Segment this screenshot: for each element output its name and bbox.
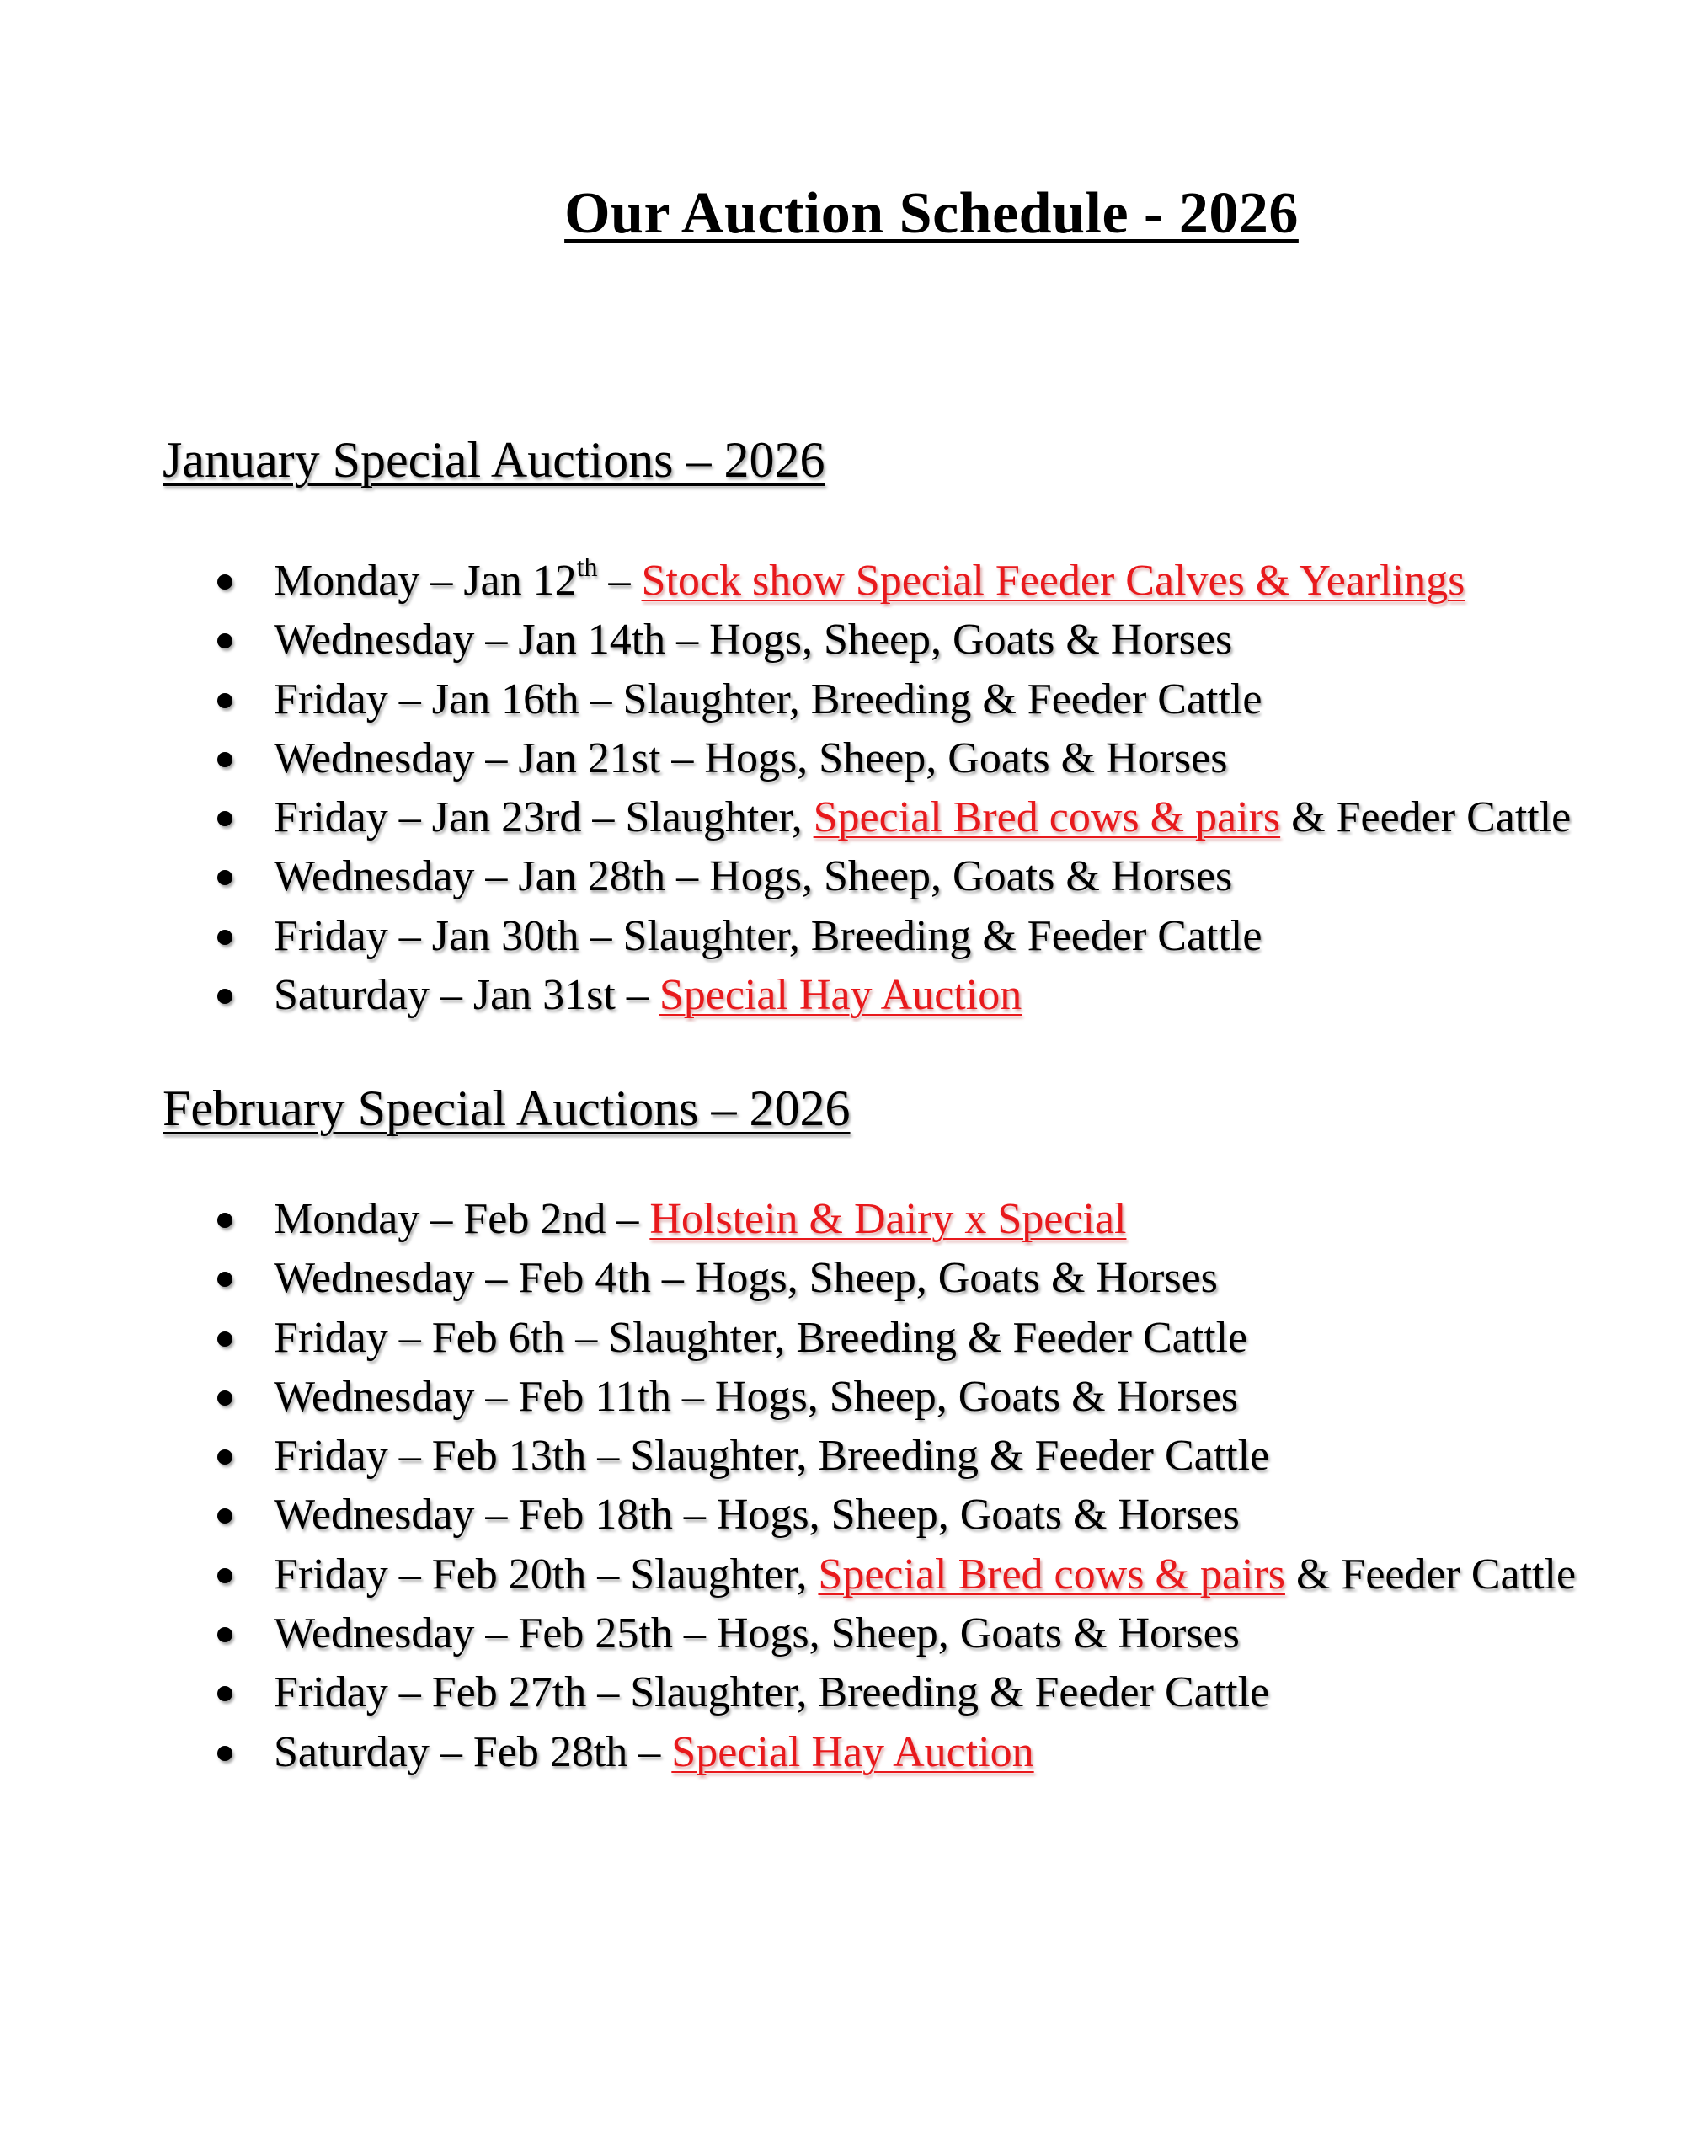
auction-entry-text: Friday – Jan 30th – Slaughter, Breeding & Feeder Cattle <box>274 911 1262 960</box>
auction-entry-suffix: & Feeder Cattle <box>1280 793 1572 842</box>
auction-list-item <box>0 1306 1576 1365</box>
auction-list-item <box>0 1483 1576 1542</box>
auction-entry-text: Friday – Feb 6th – Slaughter, Breeding & Feeder Cattle <box>274 1313 1248 1362</box>
auction-list-item <box>0 727 1571 786</box>
auction-entry-text: Wednesday – Feb 4th – Hogs, Sheep, Goats & Horses <box>274 1254 1218 1303</box>
january-auction-list <box>0 549 1571 1022</box>
auction-entry-prefix: Friday – Feb 20th – Slaughter, <box>274 1550 819 1598</box>
bullet-icon <box>217 752 232 767</box>
bullet-icon <box>217 811 232 826</box>
bullet-icon <box>217 1686 232 1701</box>
special-auction-highlight: Special Bred cows & pairs <box>818 1550 1285 1598</box>
auction-list-item <box>0 845 1571 904</box>
auction-entry-prefix: Saturday – Jan 31st – <box>274 971 659 1020</box>
special-auction-highlight: Holstein & Dairy x Special <box>649 1195 1127 1243</box>
auction-entry-text: Wednesday – Jan 21st – Hogs, Sheep, Goats & Horses <box>274 734 1228 782</box>
bullet-icon <box>217 989 232 1004</box>
january-section-heading: January Special Auctions – 2026 <box>163 432 825 488</box>
bullet-icon <box>217 633 232 648</box>
february-auction-list <box>0 1187 1576 1780</box>
auction-list-item <box>0 1721 1576 1780</box>
auction-entry-prefix: Friday – Jan 23rd – Slaughter, <box>274 793 814 842</box>
bullet-icon <box>217 1331 232 1347</box>
february-section-heading: February Special Auctions – 2026 <box>163 1081 851 1136</box>
auction-list-item <box>0 1602 1576 1661</box>
auction-list-item <box>0 1246 1576 1305</box>
auction-list-item <box>0 608 1571 667</box>
auction-entry-text: Wednesday – Feb 25th – Hogs, Sheep, Goats & Horses <box>274 1609 1240 1658</box>
auction-list-item <box>0 1187 1576 1246</box>
auction-list-item <box>0 1424 1576 1483</box>
special-auction-highlight: Special Hay Auction <box>659 971 1022 1020</box>
auction-entry-prefix: Saturday – Feb 28th – <box>274 1727 672 1776</box>
auction-list-item <box>0 905 1571 963</box>
auction-entry-text: Wednesday – Feb 18th – Hogs, Sheep, Goats & Horses <box>274 1491 1240 1540</box>
auction-entry-prefix: Monday – Feb 2nd – <box>274 1195 650 1243</box>
bullet-icon <box>217 574 232 590</box>
auction-list-item <box>0 668 1571 727</box>
auction-list-item <box>0 786 1571 845</box>
auction-entry-text: Friday – Jan 16th – Slaughter, Breeding & Feeder Cattle <box>274 675 1262 723</box>
auction-entry-text: Wednesday – Jan 14th – Hogs, Sheep, Goats & Horses <box>274 616 1233 664</box>
page-title: Our Auction Schedule - 2026 <box>564 181 1299 246</box>
bullet-icon <box>217 1568 232 1583</box>
auction-list-item <box>0 963 1571 1022</box>
special-auction-highlight: Special Bred cows & pairs <box>813 793 1281 842</box>
auction-entry-text: Friday – Feb 13th – Slaughter, Breeding & Feeder Cattle <box>274 1432 1270 1481</box>
auction-list-item <box>0 1365 1576 1424</box>
bullet-icon <box>217 870 232 885</box>
special-auction-highlight: Stock show Special Feeder Calves & Yearlings <box>641 557 1465 605</box>
bullet-icon <box>217 1272 232 1287</box>
bullet-icon <box>217 1508 232 1524</box>
auction-entry-prefix: Monday – Jan 12 <box>274 557 577 605</box>
bullet-icon <box>217 930 232 945</box>
auction-list-item <box>0 1543 1576 1602</box>
bullet-icon <box>217 693 232 708</box>
auction-entry-text: Wednesday – Jan 28th – Hogs, Sheep, Goats & Horses <box>274 852 1233 901</box>
auction-list-item <box>0 1661 1576 1720</box>
auction-entry-text: Friday – Feb 27th – Slaughter, Breeding & Feeder Cattle <box>274 1668 1270 1717</box>
bullet-icon <box>217 1390 232 1406</box>
auction-entry-separator: – <box>597 557 642 605</box>
bullet-icon <box>217 1746 232 1761</box>
bullet-icon <box>217 1213 232 1228</box>
date-ordinal-suffix: th <box>576 551 598 582</box>
bullet-icon <box>217 1627 232 1642</box>
special-auction-highlight: Special Hay Auction <box>671 1727 1034 1776</box>
auction-entry-text: Wednesday – Feb 11th – Hogs, Sheep, Goats & Horses <box>274 1372 1238 1421</box>
auction-list-item <box>0 549 1571 608</box>
bullet-icon <box>217 1449 232 1465</box>
auction-entry-suffix: & Feeder Cattle <box>1284 1550 1577 1598</box>
